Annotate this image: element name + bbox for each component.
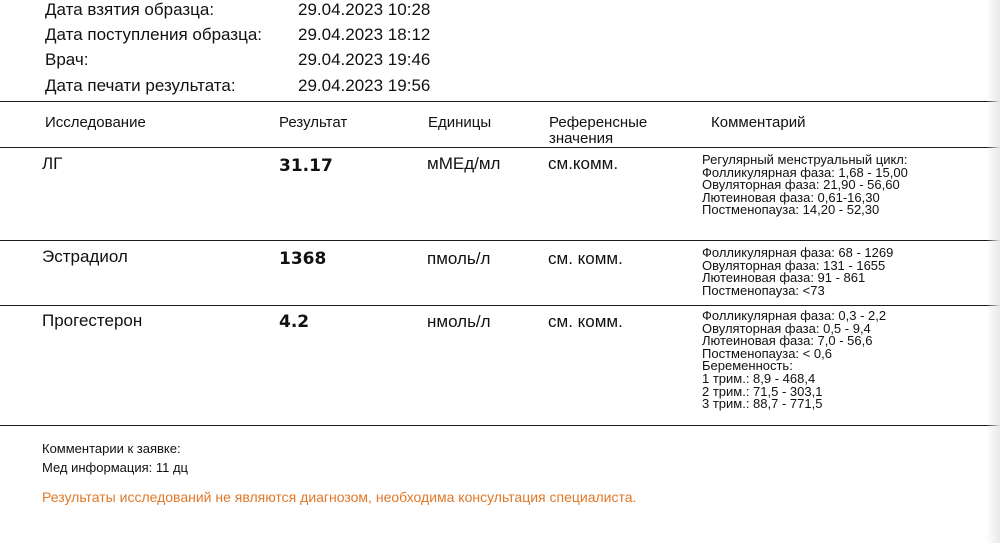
- col-header-reference-line2: значения: [549, 130, 614, 147]
- test-result: 1368: [279, 249, 327, 269]
- divider: [0, 147, 1000, 148]
- test-units: пмоль/л: [427, 249, 491, 268]
- test-comment: [702, 154, 908, 217]
- divider: [0, 240, 1000, 241]
- divider: [0, 101, 1000, 102]
- meta-value: 29.04.2023 19:46: [298, 50, 431, 69]
- test-comment: [702, 247, 893, 297]
- test-name: ЛГ: [42, 154, 63, 173]
- meta-label: Дата печати результата:: [45, 76, 236, 95]
- comment-line: Фолликулярная фаза: 68 - 1269: [702, 245, 894, 260]
- test-units: мМЕд/мл: [427, 154, 501, 173]
- comment-line: Постменопауза: 14,20 - 52,30: [702, 202, 880, 218]
- comment-line: Постменопауза: <73: [702, 282, 825, 298]
- col-header-units: Единицы: [428, 114, 492, 131]
- test-reference: см.комм.: [548, 154, 619, 173]
- col-header-comment: Комментарий: [711, 114, 806, 131]
- comment-line: Лютеиновая фаза: 91 - 861: [702, 270, 866, 286]
- comment-line: 2 трим.: 71,5 - 303,1: [702, 383, 823, 399]
- test-result: 4.2: [279, 312, 310, 332]
- divider: [0, 425, 1000, 426]
- col-header-test: Исследование: [45, 114, 146, 131]
- comment-line: Беременность:: [702, 358, 793, 374]
- comment-line: Фолликулярная фаза: 1,68 - 15,00: [702, 164, 908, 180]
- comment-line: Овуляторная фаза: 21,90 - 56,60: [702, 177, 900, 193]
- comment-line: Овуляторная фаза: 0,5 - 9,4: [702, 320, 871, 336]
- test-name: Прогестерон: [42, 311, 143, 330]
- col-header-reference-line1: Референсные: [549, 114, 648, 131]
- test-result: 31.17: [279, 156, 333, 176]
- meta-value: 29.04.2023 10:28: [298, 0, 431, 19]
- med-info: Мед информация: 11 дц: [42, 460, 188, 475]
- comment-line: Фолликулярная фаза: 0,3 - 2,2: [702, 308, 887, 323]
- comment-line: Лютеиновая фаза: 7,0 - 56,6: [702, 333, 873, 349]
- test-reference: см. комм.: [548, 249, 623, 268]
- meta-value: 29.04.2023 18:12: [298, 25, 431, 44]
- test-units: нмоль/л: [427, 312, 491, 331]
- col-header-result: Результат: [279, 114, 348, 131]
- request-comments-label: Комментарии к заявке:: [42, 441, 181, 456]
- comment-line: Регулярный менструальный цикл:: [702, 152, 908, 167]
- comment-line: 1 трим.: 8,9 - 468,4: [702, 370, 816, 386]
- comment-line: 3 трим.: 88,7 - 771,5: [702, 396, 823, 412]
- comment-line: Постменопауза: < 0,6: [702, 345, 832, 361]
- meta-label: Врач:: [45, 50, 89, 69]
- comment-line: Лютеиновая фаза: 0,61-16,30: [702, 189, 880, 205]
- page-edge-shadow: [986, 0, 1000, 543]
- test-name: Эстрадиол: [42, 247, 128, 266]
- test-comment: [702, 310, 886, 411]
- disclaimer-text: Результаты исследований не являются диагнозом, необходима консультация специалиста.: [42, 489, 637, 505]
- divider: [0, 305, 1000, 306]
- meta-value: 29.04.2023 19:56: [298, 76, 431, 95]
- meta-label: Дата взятия образца:: [45, 0, 215, 19]
- meta-label: Дата поступления образца:: [45, 25, 263, 44]
- comment-line: Овуляторная фаза: 131 - 1655: [702, 257, 886, 273]
- test-reference: см. комм.: [548, 312, 623, 331]
- col-header-reference: [549, 115, 647, 147]
